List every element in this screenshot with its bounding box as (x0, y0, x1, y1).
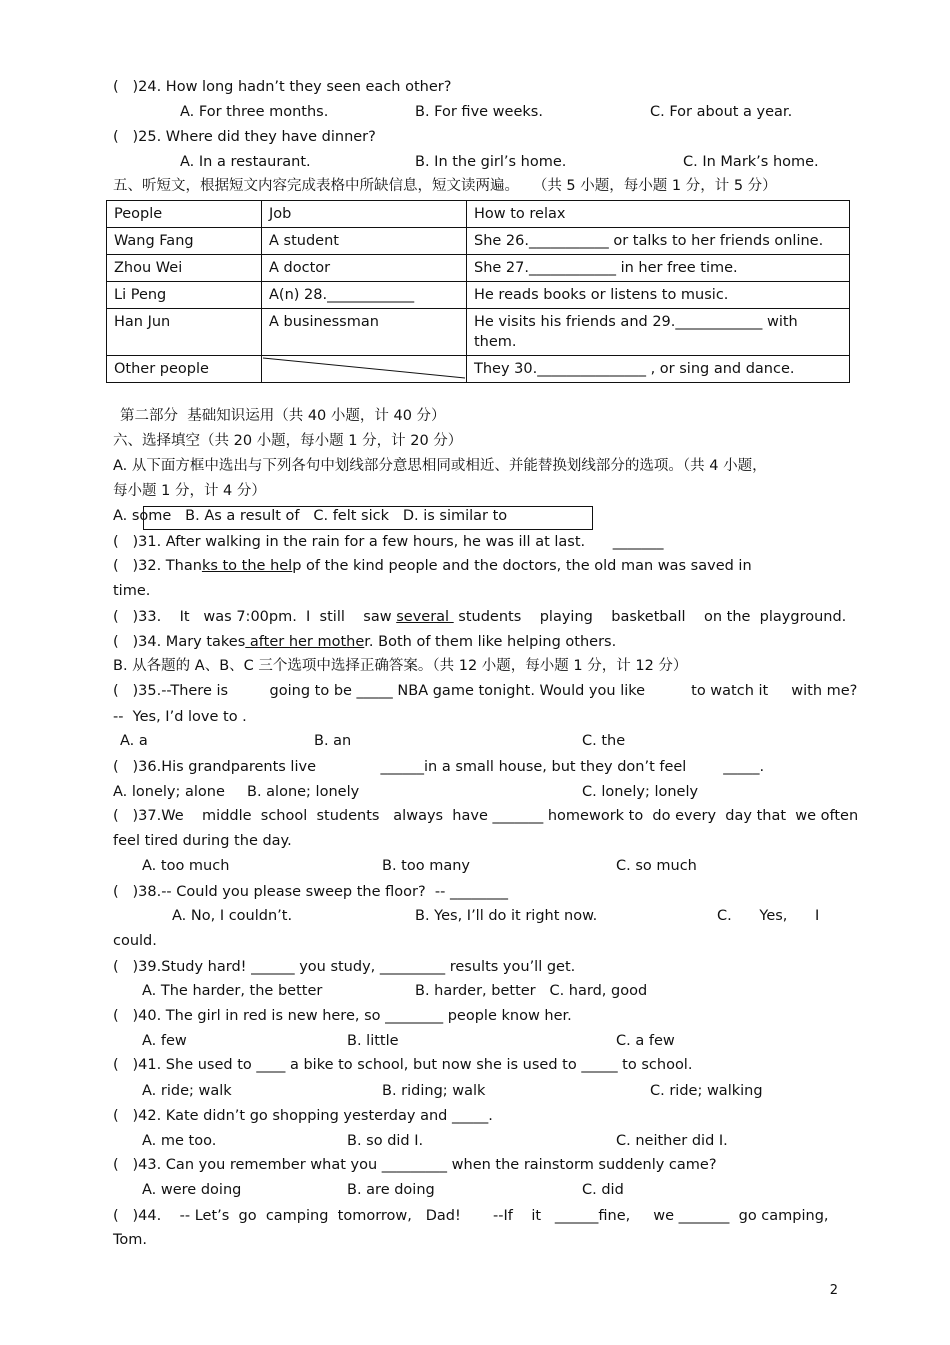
box-options-text: A. some B. As a result of C. felt sick D. is similar to (113, 508, 508, 524)
question-34 (113, 632, 832, 652)
q36-option-c: C. lonely; lonely (582, 784, 699, 800)
table-cell: She 27.____________ in her free time. (467, 255, 850, 282)
q24-option-c: C. For about a year. (650, 104, 793, 120)
question-25: ( )25. Where did they have dinner? (113, 129, 376, 145)
table-cell: Han Jun (107, 309, 262, 356)
q40-option-c: C. a few (616, 1033, 675, 1049)
table-cell: A student (262, 228, 467, 255)
q43-option-b: B. are doing (347, 1182, 435, 1198)
q34-text-2: r. Both of them like helping others. (364, 634, 617, 650)
q25-option-c: C. In Mark’s home. (683, 154, 819, 170)
q43-option-c: C. did (582, 1182, 624, 1198)
q42-option-c: C. neither did I. (616, 1133, 728, 1149)
question-37-line2: feel tired during the day. (113, 833, 292, 849)
q32-underlined: ks to the hel (201, 558, 293, 574)
table-cell-slashed (262, 356, 467, 383)
q35-option-c: C. the (582, 733, 626, 749)
part-2-title: 第二部分 基础知识运用（共 40 小题，计 40 分） (120, 408, 446, 424)
question-31: ( )31. After walking in the rain for a few hours, he was ill at last. _______ (113, 534, 664, 550)
question-44-line2: Tom. (113, 1232, 147, 1248)
question-41: ( )41. She used to ____ a bike to school, but now she is used to _____ to school. (113, 1057, 693, 1073)
table-row (107, 255, 850, 282)
q33-text: ( )33. It was 7:00pm. I still saw (113, 609, 397, 625)
question-42: ( )42. Kate didn’t go shopping yesterday and _____. (113, 1108, 493, 1124)
q39-option-a: A. The harder, the better (142, 983, 323, 999)
q39-option-bc: B. harder, better C. hard, good (415, 983, 648, 999)
table-cell: Li Peng (107, 282, 262, 309)
table-cell: Wang Fang (107, 228, 262, 255)
table-cell: Other people (107, 356, 262, 383)
page-number: 2 (829, 1283, 838, 1298)
q38-option-b: B. Yes, I’ll do it right now. (415, 908, 598, 924)
q34-text: ( )34. Mary takes (113, 634, 246, 650)
q25-option-a: A. In a restaurant. (180, 154, 311, 170)
q42-option-b: B. so did I. (347, 1133, 424, 1149)
table-cell: Zhou Wei (107, 255, 262, 282)
q40-option-b: B. little (347, 1033, 399, 1049)
q37-option-c: C. so much (616, 858, 697, 874)
q35-option-a: A. a (120, 733, 148, 749)
q37-option-b: B. too many (382, 858, 470, 874)
question-44: ( )44. -- Let’s go camping tomorrow, Dad! --If it ______fine, we _______ go camping, (113, 1208, 829, 1224)
q35-option-b: B. an (314, 733, 352, 749)
table-cell: They 30._______________ , or sing and dance. (467, 356, 850, 383)
question-33 (113, 607, 847, 627)
question-38: ( )38.-- Could you please sweep the floor? -- ________ (113, 884, 508, 900)
q38-option-c: C. Yes, I (717, 908, 820, 924)
q40-option-a: A. few (142, 1033, 187, 1049)
table-cell: A(n) 28.____________ (262, 282, 467, 309)
q41-option-a: A. ride; walk (142, 1083, 232, 1099)
question-32 (113, 556, 832, 576)
table-cell: A businessman (262, 309, 467, 356)
table-row (107, 356, 850, 383)
diagonal-slash (262, 356, 466, 380)
question-35: ( )35.--There is going to be _____ NBA game tonight. Would you like to watch it with me? (113, 683, 858, 699)
q41-option-c: C. ride; walking (650, 1083, 763, 1099)
table-cell: He visits his friends and 29.____________ with them. (467, 309, 850, 356)
section-b-title: B. 从各题的 A、B、C 三个选项中选择正确答案。（共 12 小题，每小题 1 分，计 12 分） (113, 658, 688, 674)
question-24: ( )24. How long hadn’t they seen each other? (113, 79, 452, 95)
q25-option-b: B. In the girl’s home. (415, 154, 567, 170)
q24-option-b: B. For five weeks. (415, 104, 543, 120)
table-cell: She 26.___________ or talks to her friends online. (467, 228, 850, 255)
section-a-instruction-2: 每小题 1 分，计 4 分） (113, 483, 266, 499)
question-35-line2: -- Yes, I’d love to . (113, 709, 247, 725)
section-a-instruction: A. 从下面方框中选出与下列各句中划线部分意思相同或相近、并能替换划线部分的选项。（共 4 小题， (113, 458, 767, 474)
table-cell: A doctor (262, 255, 467, 282)
section-5-title: 五、听短文，根据短文内容完成表格中所缺信息，短文读两遍。 （共 5 小题，每小题 1 分，计 5 分） (113, 178, 777, 194)
table-row (107, 228, 850, 255)
q32-text-2: p of the kind people and the doctors, the old man was saved in (292, 558, 752, 574)
q38-option-a: A. No, I couldn’t. (172, 908, 293, 924)
table-row (107, 309, 850, 356)
table-cell: He reads books or listens to music. (467, 282, 850, 309)
table-header: Job (262, 201, 467, 228)
question-39: ( )39.Study hard! ______ you study, _________ results you’ll get. (113, 959, 576, 975)
q33-text-2: students playing basketball on the playground. (453, 609, 847, 625)
q37-option-a: A. too much (142, 858, 230, 874)
table-row (107, 282, 850, 309)
question-43: ( )43. Can you remember what you _________ when the rainstorm suddenly came? (113, 1157, 717, 1173)
question-36: ( )36.His grandparents live ______in a small house, but they don’t feel _____. (113, 759, 765, 775)
q43-option-a: A. were doing (142, 1182, 242, 1198)
question-40: ( )40. The girl in red is new here, so ________ people know her. (113, 1008, 572, 1024)
question-32-cont: time. (113, 583, 151, 599)
question-38-line2: could. (113, 933, 157, 949)
q42-option-a: A. me too. (142, 1133, 217, 1149)
q32-text: ( )32. Than (113, 558, 202, 574)
q36-option-b: B. alone; lonely (247, 784, 360, 800)
q41-option-b: B. riding; walk (382, 1083, 486, 1099)
q36-option-a: A. lonely; alone (113, 784, 225, 800)
section-6-title: 六、选择填空（共 20 小题，每小题 1 分，计 20 分） (113, 433, 463, 449)
q33-underlined: several (396, 609, 454, 625)
table-header-row (107, 201, 850, 228)
question-37: ( )37.We middle school students always have _______ homework to do every day that we often (113, 808, 859, 824)
listening-table (106, 200, 850, 383)
table-header: How to relax (467, 201, 850, 228)
table-header: People (107, 201, 262, 228)
q34-underlined: after her mothe (245, 634, 365, 650)
q24-option-a: A. For three months. (180, 104, 329, 120)
